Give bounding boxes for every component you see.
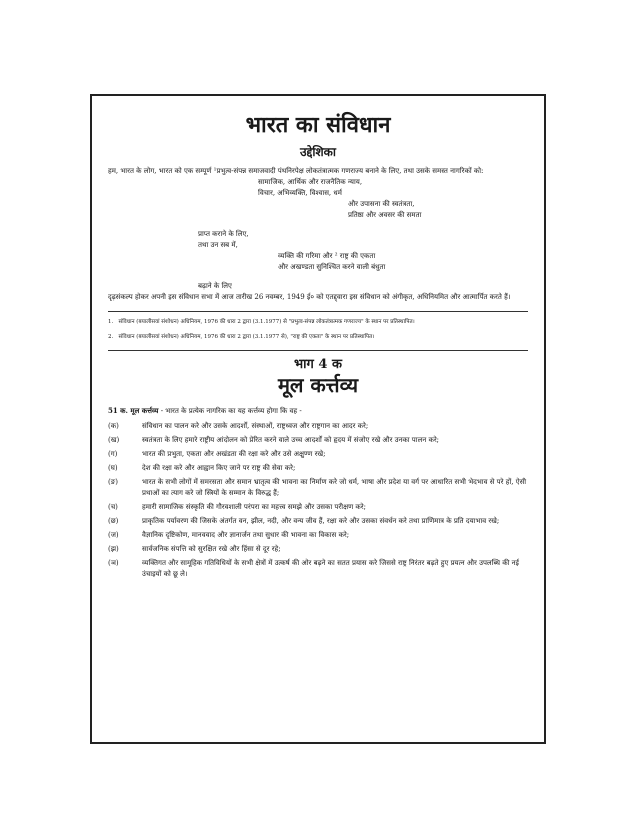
- footnote-text: संविधान (बयालीसवां संशोधन) अधिनियम, 1976 की धारा 2 द्वारा (3.1.1977) से "प्रभुत्व-संपन्न लोकतंत्रात्मक गणराज्य" के स्थान पर प्रतिस्थापित।: [118, 319, 415, 325]
- footnote-divider: [108, 311, 528, 312]
- clause-label: (ञ): [108, 559, 119, 567]
- document-frame: [90, 94, 546, 744]
- clause-text: स्वतंत्रता के लिए हमारे राष्ट्रीय आंदोलन को प्रेरित करने वाले उच्च आदर्शों को हृदय में संजोए रखे और उनका पालन करे;: [142, 436, 440, 444]
- document-title: भारत का संविधान: [245, 112, 391, 138]
- preamble-promote: बढ़ाने के लिए: [198, 282, 232, 290]
- clause-label: (क): [108, 422, 119, 430]
- clause-text: प्राकृतिक पर्यावरण की जिसके अंतर्गत वन, झील, नदी, और वन्य जीव हैं, रक्षा करे और उसका संवर्धन करे तथा प्राणिमात्र के प्रति दयाभाव रखे;: [142, 517, 500, 525]
- preamble-equality: प्रतिष्ठा और अवसर की समता: [348, 211, 422, 219]
- duty-clause: [108, 421, 528, 432]
- preamble-secure: प्राप्त कराने के लिए,: [198, 230, 249, 238]
- clause-text: देश की रक्षा करे और आह्वान किए जाने पर राष्ट्र की सेवा करे;: [142, 464, 296, 472]
- clause-text: व्यक्तिगत और सामूहिक गतिविधियों के सभी क्षेत्रों में उत्कर्ष की ओर बढ़ने का सतत प्रयास करे जिससे राष्ट्र निरंतर बढ़ते हुए प्रयत्न और उपलब्धि की नई उंचाइयों को छू ले।: [142, 559, 519, 578]
- clause-text: हमारी सामाजिक संस्कृति की गौरवशाली परंपरा का महत्त्व समझे और उसका परीक्षण करे;: [142, 503, 366, 511]
- clause-label: (ज): [108, 531, 119, 539]
- preamble-justice: सामाजिक, आर्थिक और राजनैतिक न्याय,: [258, 178, 363, 186]
- duties-intro: - भारत के प्रत्येक नागरिक का यह कर्त्तव्य होगा कि वह -: [160, 407, 302, 415]
- clause-label: (ङ): [108, 478, 118, 486]
- clause-label: (छ): [108, 517, 119, 525]
- footnote: [108, 318, 528, 327]
- duty-clause: [108, 477, 528, 499]
- duty-clause: [108, 502, 528, 513]
- preamble-resolve: दृढ़संकल्प होकर अपनी इस संविधान सभा में आज तारीख 26 नवम्बर, 1949 ई० को एतद्द्वारा इस संविधान को अंगीकृत, अधिनियमित और आत्मार्पित करते हैं।: [108, 293, 511, 301]
- footnote-text: संविधान (बयालीसवां संशोधन) अधिनियम, 1976 की धारा 2 द्वारा (3.1.1977 से), "राष्ट्र की एकता" के स्थान पर प्रतिस्थापित।: [118, 334, 375, 340]
- duty-clause: [108, 449, 528, 460]
- clause-text: भारत की प्रभुता, एकता और अखंडता की रक्षा करे और उसे अक्षुण्ण रखे;: [142, 450, 326, 458]
- duty-clause: [108, 463, 528, 474]
- preamble-liberty-2: और उपासना की स्वतंत्रता,: [348, 200, 415, 208]
- part-title: मूल कर्त्तव्य: [277, 373, 359, 397]
- duty-clause: [108, 558, 528, 580]
- duty-clause: [108, 544, 528, 555]
- duty-clause: [108, 530, 528, 541]
- part-number: भाग 4 क: [294, 357, 342, 372]
- preamble-heading: उद्देशिका: [300, 145, 336, 159]
- duty-clause: [108, 435, 528, 446]
- preamble-intro: हम, भारत के लोग, भारत को एक सम्पूर्ण ¹प्रभुत्व-संपन्न समाजवादी पंथनिरपेक्ष लोकतंत्रात्मक गणराज्य बनाने के लिए, तथा उसके समस्त नागरिकों को:: [108, 167, 484, 175]
- clause-label: (घ): [108, 464, 118, 472]
- clause-text: भारत के सभी लोगों में समरसता और समान भ्रातृत्व की भावना का निर्माण करे जो धर्म, भाषा और प्रदेश या वर्ग पर आधारित सभी भेदभाव से परे हों, ऐसी प्रथाओं का त्याग करे जो स्त्रियों के सम्मान के विरुद्ध हैं;: [142, 478, 527, 497]
- duties-article: 51 क. मूल कर्त्तव्य: [108, 406, 159, 415]
- clause-label: (च): [108, 503, 118, 511]
- preamble-dignity: व्यक्ति की गरिमा और ² राष्ट्र की एकता: [278, 252, 376, 260]
- duty-clause: [108, 516, 528, 527]
- clause-text: संविधान का पालन करे और उसके आदर्शों, संस्थाओं, राष्ट्रध्वज और राष्ट्रगान का आदर करे;: [142, 422, 369, 430]
- section-divider: [108, 350, 528, 351]
- clause-text: सार्वजनिक संपत्ति को सुरक्षित रखे और हिंसा से दूर रहे;: [142, 545, 281, 553]
- duties-heading: [108, 405, 528, 417]
- clause-label: (ख): [108, 436, 120, 444]
- clause-label: (ग): [108, 450, 118, 458]
- preamble-liberty: विचार, अभिव्यक्ति, विश्वास, धर्म: [258, 189, 342, 197]
- preamble-among-all: तथा उन सब में,: [198, 241, 238, 249]
- clause-text: वैज्ञानिक दृष्टिकोण, मानववाद और ज्ञानार्जन तथा सुधार की भावना का विकास करे;: [142, 531, 350, 539]
- clause-label: (झ): [108, 545, 119, 553]
- preamble-integrity: और अखण्डता सुनिश्चित करने वाली बंधुता: [278, 263, 386, 271]
- footnote-number: 2.: [108, 334, 114, 340]
- footnote: [108, 333, 528, 342]
- footnote-number: 1.: [108, 319, 114, 325]
